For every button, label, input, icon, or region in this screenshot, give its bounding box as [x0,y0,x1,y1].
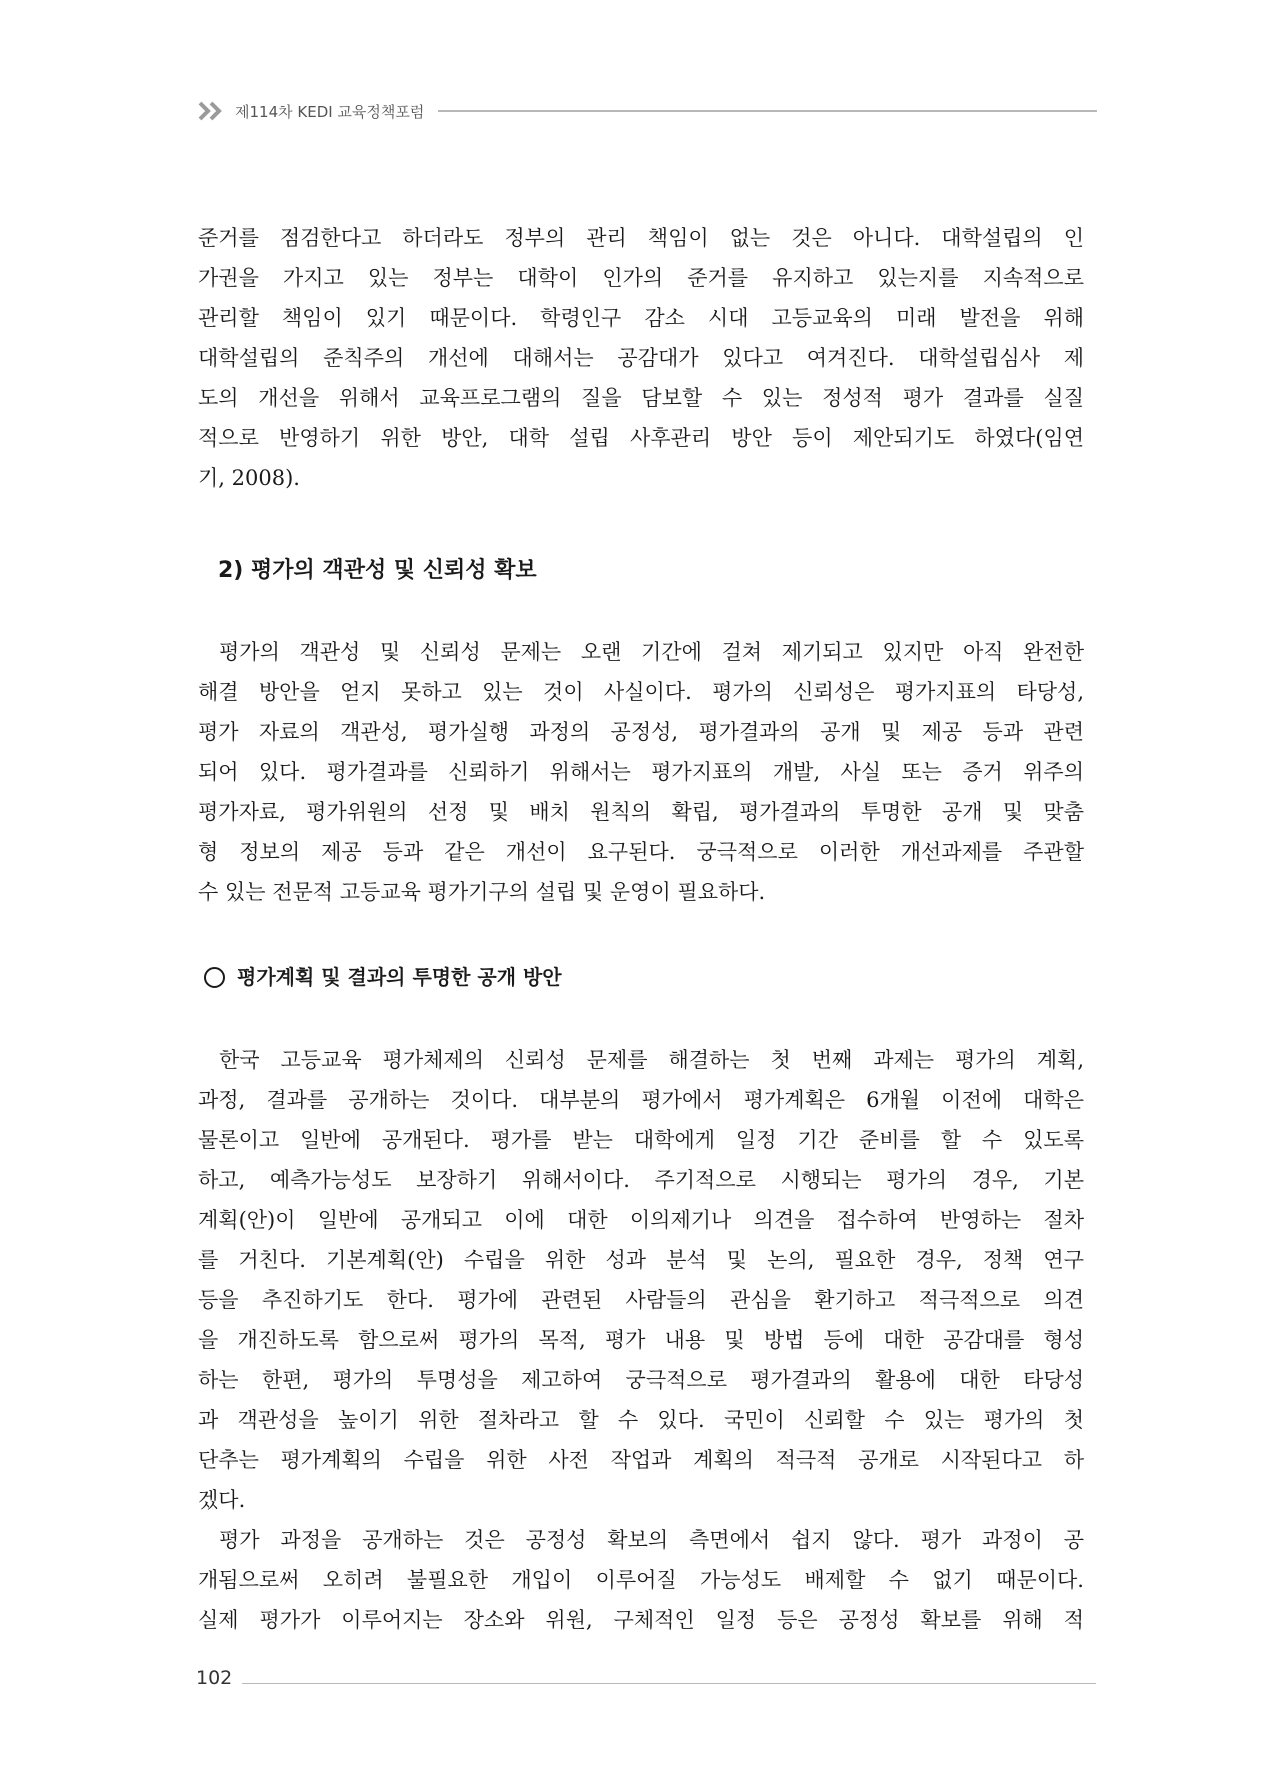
subsection-heading [204,962,1084,992]
paragraph-line: 과 객관성을 높이기 위한 절차라고 할 수 있다. 국민이 신뢰할 수 있는 평가의 첫 [198,1408,1084,1432]
paragraph-line: 기, 2008). [198,466,300,490]
paragraph-3 [198,1040,1084,1520]
paragraph-line: 평가 자료의 객관성, 평가실행 과정의 공정성, 평가결과의 공개 및 제공 등과 관련 [198,720,1084,744]
running-header [197,96,1097,126]
paragraph-line: 을 개진하도록 함으로써 평가의 목적, 평가 내용 및 방법 등에 대한 공감대를 형성 [198,1328,1084,1352]
paragraph-4 [198,1520,1084,1640]
subsection-heading-text: 평가계획 및 결과의 투명한 공개 방안 [237,965,562,989]
paragraph-line: 평가자료, 평가위원의 선정 및 배치 원칙의 확립, 평가결과의 투명한 공개 및 맞춤 [198,800,1084,824]
paragraph-line: 형 정보의 제공 등과 같은 개선이 요구된다. 궁극적으로 이러한 개선과제를 주관할 [198,840,1084,864]
paragraph-line: 해결 방안을 얻지 못하고 있는 것이 사실이다. 평가의 신뢰성은 평가지표의 타당성, [198,680,1084,704]
paragraph-line: 관리할 책임이 있기 때문이다. 학령인구 감소 시대 고등교육의 미래 발전을 위해 [198,306,1084,330]
footer-rule [242,1683,1096,1684]
paragraph-line: 실제 평가가 이루어지는 장소와 위원, 구체적인 일정 등은 공정성 확보를 위해 적 [198,1608,1084,1632]
header-rule [438,110,1097,112]
paragraph-line: 준거를 점검한다고 하더라도 정부의 관리 책임이 없는 것은 아니다. 대학설립의 인 [198,226,1084,250]
paragraph-line: 하고, 예측가능성도 보장하기 위해서이다. 주기적으로 시행되는 평가의 경우, 기본 [198,1168,1084,1192]
paragraph-2 [198,632,1084,912]
paragraph-line: 가권을 가지고 있는 정부는 대학이 인가의 준거를 유지하고 있는지를 지속적으로 [198,266,1084,290]
page-number: 102 [196,1667,233,1689]
paragraph-line: 등을 추진하기도 한다. 평가에 관련된 사람들의 관심을 환기하고 적극적으로 의견 [198,1288,1084,1312]
paragraph-line: 겠다. [198,1488,246,1512]
paragraph-line: 대학설립의 준칙주의 개선에 대해서는 공감대가 있다고 여겨진다. 대학설립심사 제 [198,346,1084,370]
header-title: 제114차 KEDI 교육정책포럼 [235,102,425,121]
paragraph-line: 한국 고등교육 평가체제의 신뢰성 문제를 해결하는 첫 번째 과제는 평가의 계획, [219,1048,1084,1072]
paragraph-line: 개됨으로써 오히려 불필요한 개입이 이루어질 가능성도 배제할 수 없기 때문이다. [198,1568,1084,1592]
paragraph-line: 단추는 평가계획의 수립을 위한 사전 작업과 계획의 적극적 공개로 시작된다고 하 [198,1448,1084,1472]
paragraph-line: 수 있는 전문적 고등교육 평가기구의 설립 및 운영이 필요하다. [198,880,766,904]
page-footer [196,1663,1096,1693]
paragraph-line: 적으로 반영하기 위한 방안, 대학 설립 사후관리 방안 등이 제안되기도 하였다(임연 [198,426,1084,450]
paragraph-line: 를 거친다. 기본계획(안) 수립을 위한 성과 분석 및 논의, 필요한 경우, 정책 연구 [198,1248,1084,1272]
paragraph-line: 도의 개선을 위해서 교육프로그램의 질을 담보할 수 있는 정성적 평가 결과를 실질 [198,386,1084,410]
paragraph-line: 과정, 결과를 공개하는 것이다. 대부분의 평가에서 평가계획은 6개월 이전에 대학은 [198,1088,1084,1112]
paragraph-line: 되어 있다. 평가결과를 신뢰하기 위해서는 평가지표의 개발, 사실 또는 증거 위주의 [198,760,1084,784]
section-heading: 2) 평가의 객관성 및 신뢰성 확보 [218,558,537,583]
paragraph-line: 계획(안)이 일반에 공개되고 이에 대한 이의제기나 의견을 접수하여 반영하는 절차 [198,1208,1084,1232]
double-chevron-right-icon [197,100,227,122]
paragraph-line: 물론이고 일반에 공개된다. 평가를 받는 대학에게 일정 기간 준비를 할 수 있도록 [198,1128,1084,1152]
page-content [198,218,1084,1640]
paragraph-line: 하는 한편, 평가의 투명성을 제고하여 궁극적으로 평가결과의 활용에 대한 타당성 [198,1368,1084,1392]
circle-bullet-icon [204,967,225,988]
paragraph-1 [198,218,1084,498]
paragraph-line: 평가의 객관성 및 신뢰성 문제는 오랜 기간에 걸쳐 제기되고 있지만 아직 완전한 [219,640,1084,664]
paragraph-line: 평가 과정을 공개하는 것은 공정성 확보의 측면에서 쉽지 않다. 평가 과정이 공 [219,1528,1084,1552]
